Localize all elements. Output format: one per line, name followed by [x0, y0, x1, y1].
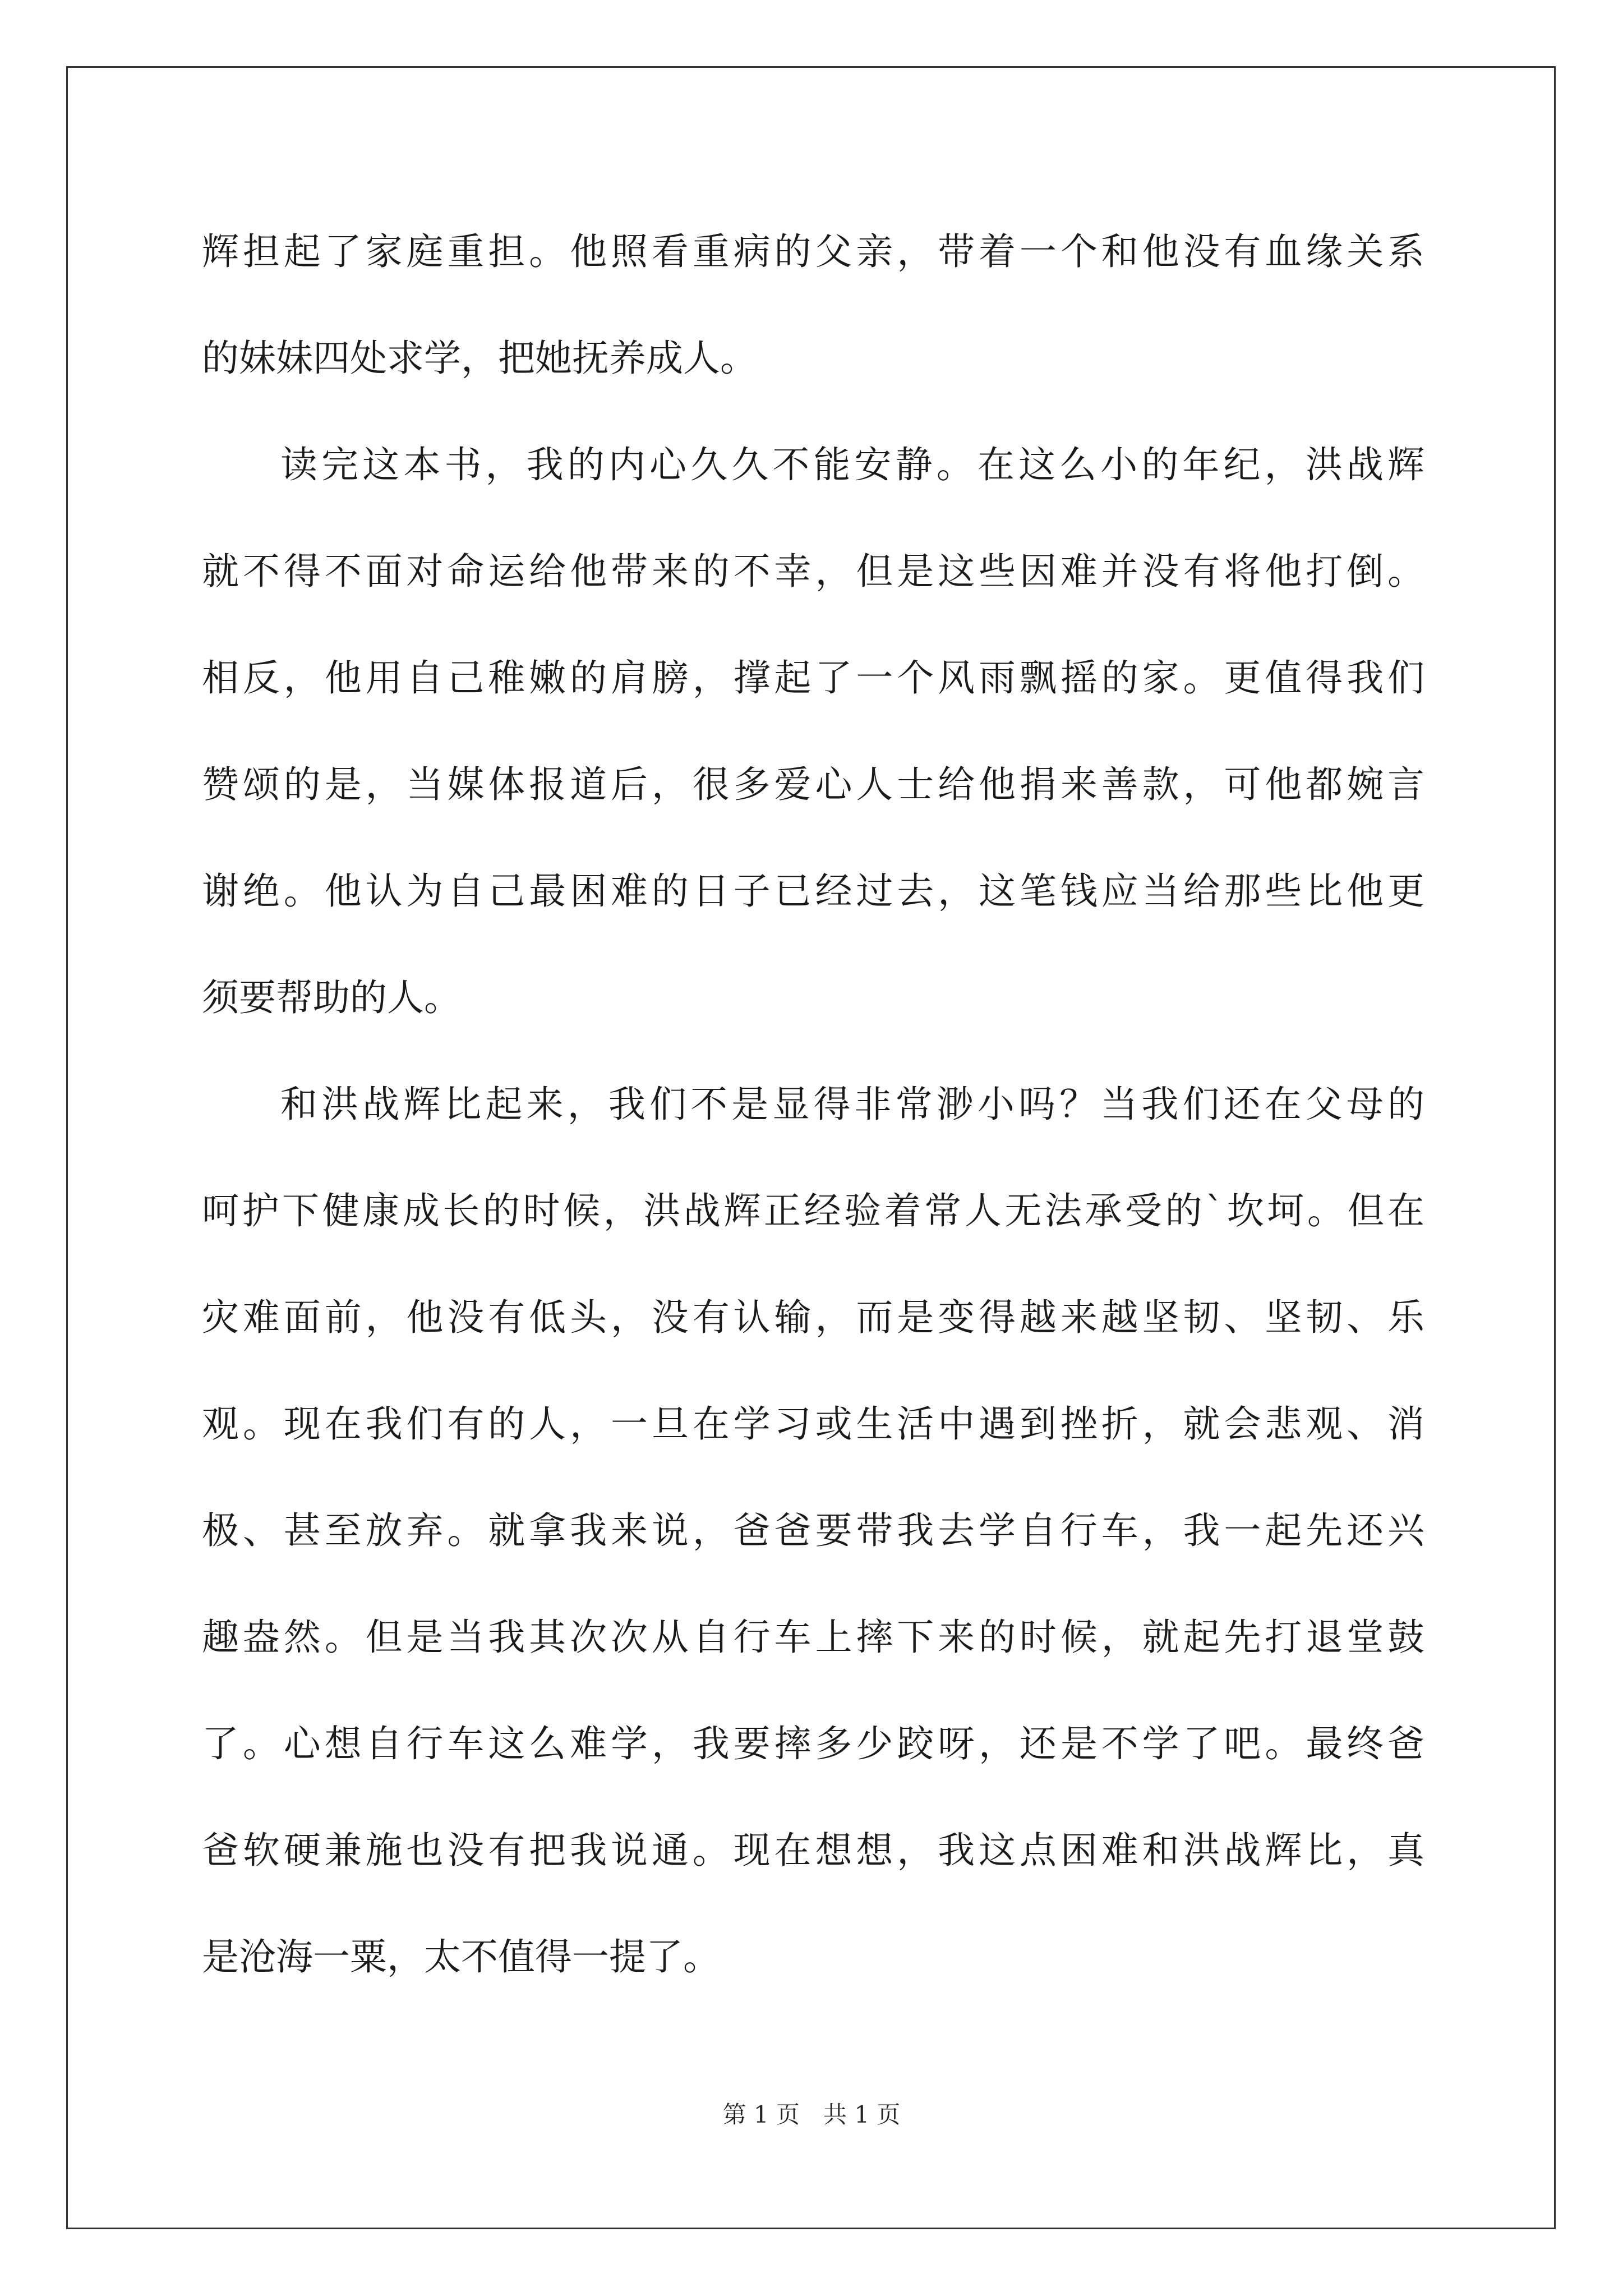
text-line: 爸软硬兼施也没有把我说通。现在想想，我这点困难和洪战辉比，真	[202, 1829, 1424, 1872]
page-border	[66, 66, 1556, 2229]
text-line: 极、甚至放弃。就拿我来说，爸爸要带我去学自行车，我一起先还兴	[202, 1509, 1424, 1552]
text-line: 是沧海一粟，太不值得一提了。	[202, 1935, 720, 1978]
text-line: 相反，他用自己稚嫩的肩膀，撑起了一个风雨飘摇的家。更值得我们	[202, 656, 1424, 700]
text-line: 须要帮助的人。	[202, 976, 461, 1019]
text-line: 和洪战辉比起来，我们不是显得非常渺小吗？当我们还在父母的	[280, 1083, 1424, 1126]
page-number-footer: 第 1 页 共 1 页	[722, 2101, 901, 2128]
text-line: 赞颂的是，当媒体报道后，很多爱心人士给他捐来善款，可他都婉言	[202, 763, 1424, 806]
text-line: 读完这本书，我的内心久久不能安静。在这么小的年纪，洪战辉	[280, 443, 1424, 486]
text-line: 的妹妹四处求学，把她抚养成人。	[202, 337, 757, 380]
text-line: 了。心想自行车这么难学，我要摔多少跤呀，还是不学了吧。最终爸	[202, 1722, 1424, 1765]
text-line: 呵护下健康成长的时候，洪战辉正经验着常人无法承受的`坎坷。但在	[202, 1189, 1424, 1232]
text-line: 就不得不面对命运给他带来的不幸，但是这些因难并没有将他打倒。	[202, 550, 1424, 593]
text-line: 趣盎然。但是当我其次次从自行车上摔下来的时候，就起先打退堂鼓	[202, 1616, 1424, 1659]
text-line: 灾难面前，他没有低头，没有认输，而是变得越来越坚韧、坚韧、乐	[202, 1296, 1424, 1339]
text-line: 辉担起了家庭重担。他照看重病的父亲，带着一个和他没有血缘关系	[202, 230, 1424, 273]
text-line: 谢绝。他认为自己最困难的日子已经过去，这笔钱应当给那些比他更	[202, 869, 1424, 913]
text-line: 观。现在我们有的人，一旦在学习或生活中遇到挫折，就会悲观、消	[202, 1402, 1424, 1446]
